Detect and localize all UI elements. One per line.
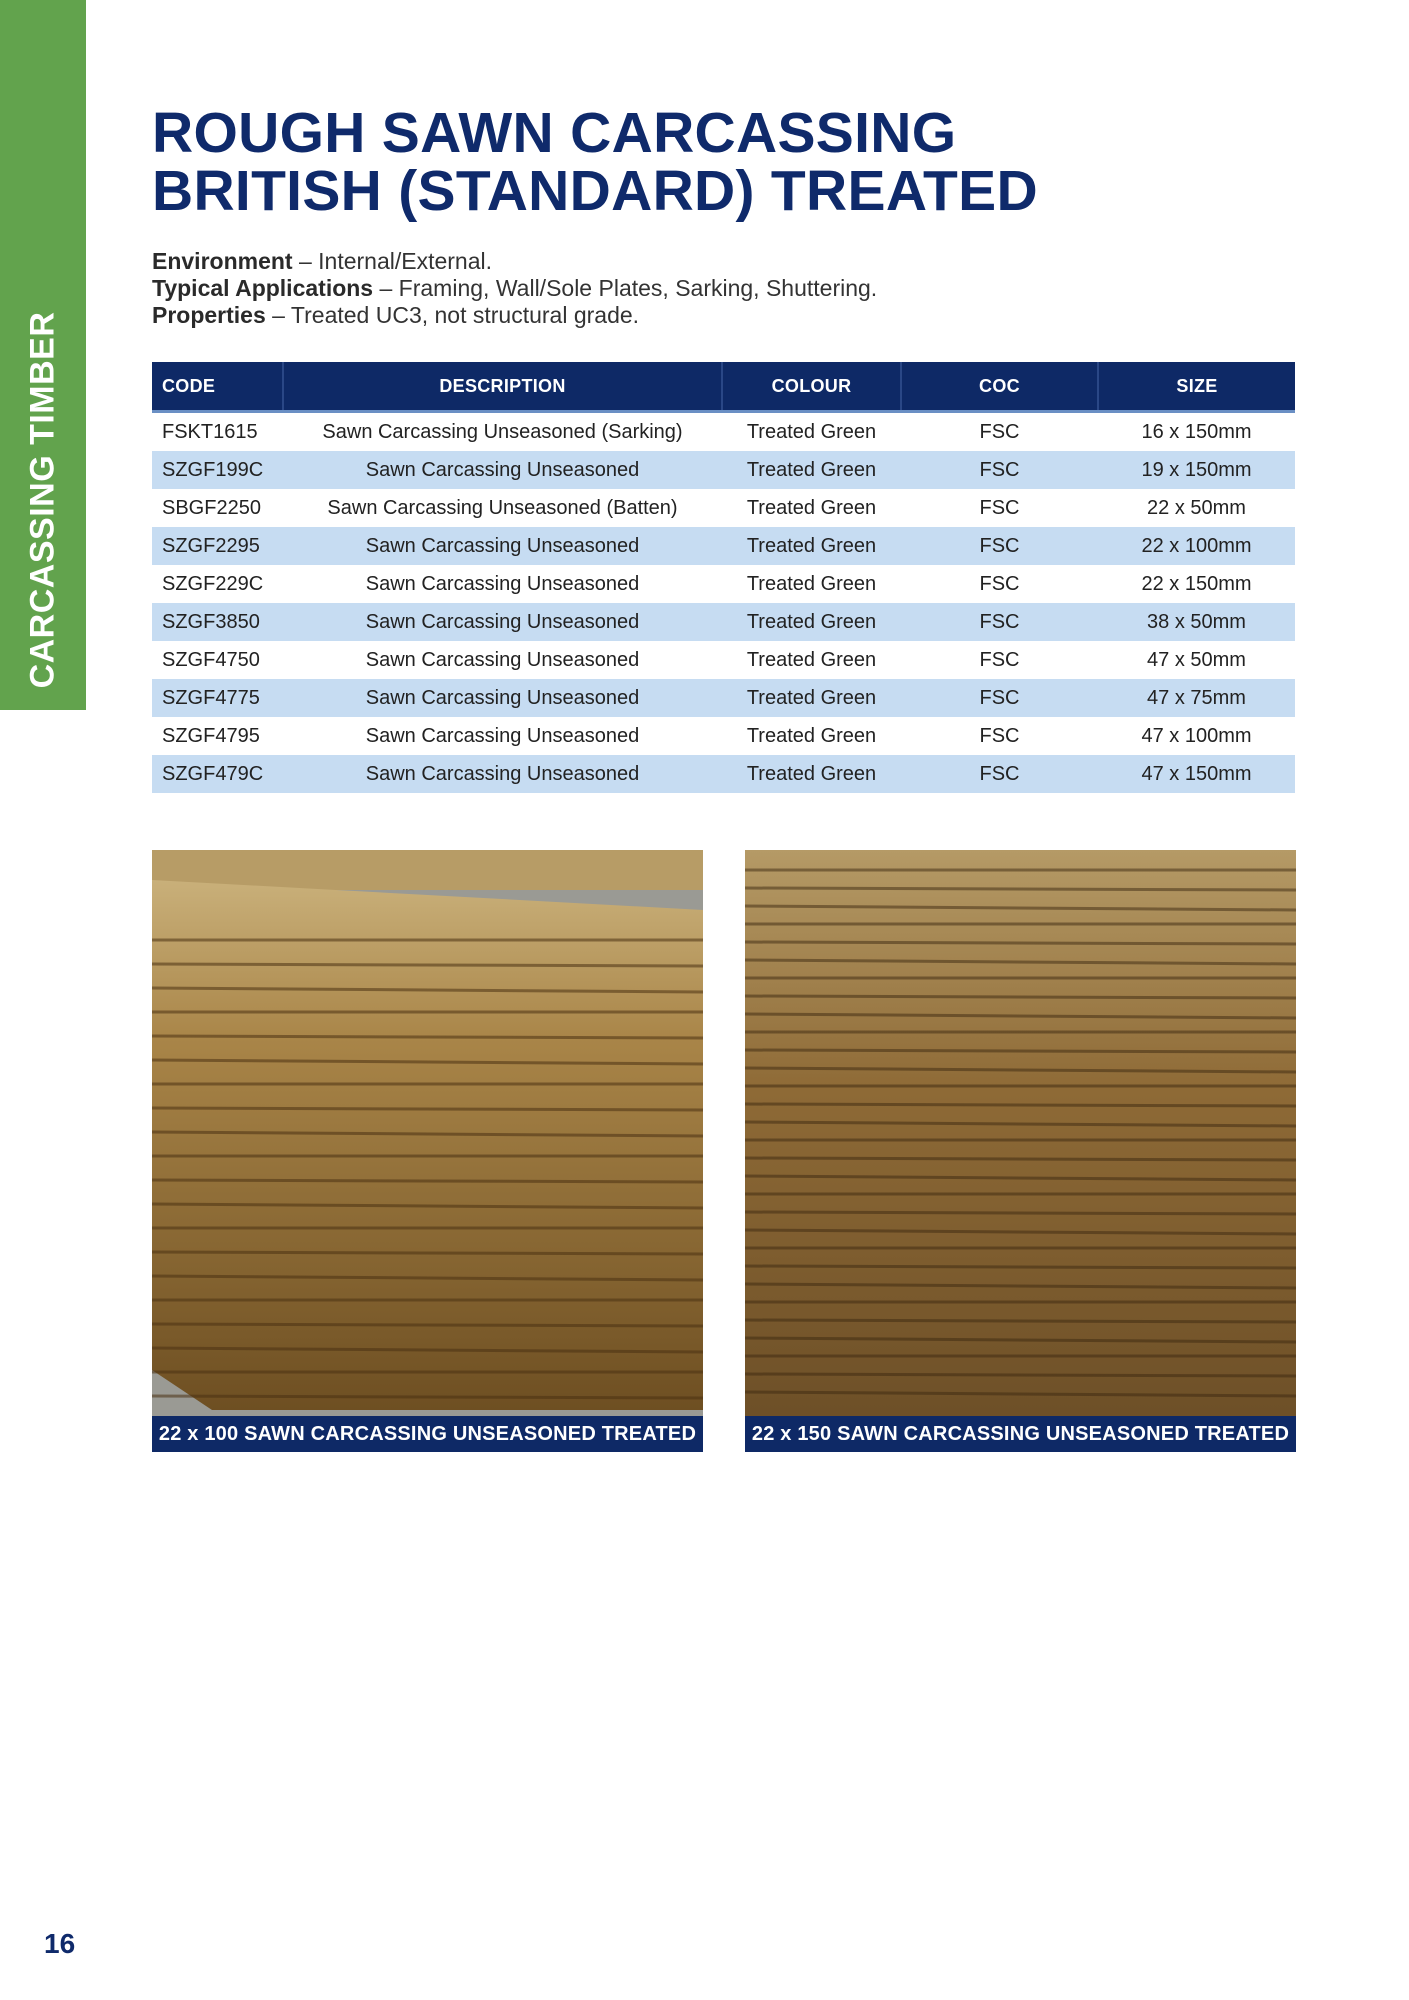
photo-caption: 22 x 150 SAWN CARCASSING UNSEASONED TREATED bbox=[745, 1416, 1296, 1452]
product-table bbox=[152, 362, 1295, 793]
photo-22x100 bbox=[152, 850, 703, 1452]
cell-description: Sawn Carcassing Unseasoned bbox=[283, 679, 722, 717]
header-colour: COLOUR bbox=[722, 362, 901, 410]
table-row bbox=[152, 565, 1295, 603]
cell-size: 22 x 100mm bbox=[1098, 527, 1295, 565]
cell-colour: Treated Green bbox=[722, 679, 901, 717]
cell-colour: Treated Green bbox=[722, 451, 901, 489]
cell-description: Sawn Carcassing Unseasoned bbox=[283, 527, 722, 565]
cell-size: 47 x 150mm bbox=[1098, 755, 1295, 793]
cell-coc: FSC bbox=[901, 527, 1098, 565]
cell-size: 38 x 50mm bbox=[1098, 603, 1295, 641]
table-body bbox=[152, 410, 1295, 793]
cell-size: 47 x 100mm bbox=[1141, 724, 1252, 747]
photo-22x150 bbox=[745, 850, 1296, 1452]
section-label: CARCASSING TIMBER bbox=[23, 311, 62, 689]
table-row bbox=[152, 413, 1295, 451]
cell-description: Sawn Carcassing Unseasoned bbox=[283, 755, 722, 793]
cell-coc: FSC bbox=[901, 679, 1098, 717]
cell-colour: Treated Green bbox=[722, 755, 901, 793]
cell-description: Sawn Carcassing Unseasoned bbox=[365, 724, 640, 747]
table-row bbox=[152, 603, 1295, 641]
cell-code: SZGF229C bbox=[162, 572, 264, 595]
cell-description: Sawn Carcassing Unseasoned bbox=[283, 603, 722, 641]
cell-code: SZGF199C bbox=[152, 451, 283, 489]
table-row bbox=[152, 527, 1295, 565]
cell-code: SZGF4775 bbox=[152, 679, 283, 717]
cell-coc: FSC bbox=[979, 496, 1020, 519]
cell-colour: Treated Green bbox=[722, 603, 901, 641]
product-properties bbox=[152, 248, 877, 329]
property-applications: Typical Applications – Framing, Wall/Sole Plates, Sarking, Shuttering. bbox=[152, 275, 878, 301]
cell-code: FSKT1615 bbox=[162, 420, 258, 443]
table-row bbox=[152, 489, 1295, 527]
cell-colour: Treated Green bbox=[746, 724, 877, 747]
cell-size: 19 x 150mm bbox=[1098, 451, 1295, 489]
table-row bbox=[152, 717, 1295, 755]
cell-colour: Treated Green bbox=[746, 420, 877, 443]
title-line-1: ROUGH SAWN CARCASSING bbox=[152, 101, 957, 165]
cell-size: 22 x 150mm bbox=[1141, 572, 1252, 595]
header-code: CODE bbox=[152, 362, 283, 410]
timber-stack-image bbox=[152, 850, 703, 1452]
section-side-tab bbox=[0, 0, 86, 710]
cell-coc: FSC bbox=[979, 420, 1020, 443]
timber-stack-image bbox=[745, 850, 1296, 1452]
cell-code: SZGF4750 bbox=[162, 648, 260, 671]
table-header-row bbox=[152, 362, 1295, 410]
cell-size: 22 x 50mm bbox=[1147, 496, 1246, 519]
table-row bbox=[152, 451, 1295, 489]
page-number: 16 bbox=[44, 1928, 76, 1959]
cell-description: Sawn Carcassing Unseasoned (Sarking) bbox=[322, 420, 683, 443]
cell-coc: FSC bbox=[979, 648, 1020, 671]
cell-coc: FSC bbox=[901, 755, 1098, 793]
cell-code: SZGF3850 bbox=[152, 603, 283, 641]
cell-coc: FSC bbox=[979, 724, 1020, 747]
header-size: SIZE bbox=[1098, 362, 1295, 410]
cell-colour: Treated Green bbox=[722, 527, 901, 565]
cell-description: Sawn Carcassing Unseasoned bbox=[283, 451, 722, 489]
cell-description: Sawn Carcassing Unseasoned bbox=[365, 648, 640, 671]
photo-caption: 22 x 100 SAWN CARCASSING UNSEASONED TREATED bbox=[152, 1416, 703, 1452]
cell-coc: FSC bbox=[901, 603, 1098, 641]
table-row bbox=[152, 641, 1295, 679]
cell-coc: FSC bbox=[901, 451, 1098, 489]
property-properties: Properties – Treated UC3, not structural grade. bbox=[152, 302, 640, 328]
cell-description: Sawn Carcassing Unseasoned bbox=[365, 572, 640, 595]
cell-coc: FSC bbox=[979, 572, 1020, 595]
page-title bbox=[152, 101, 1038, 223]
cell-code: SZGF4795 bbox=[162, 724, 260, 747]
table-row bbox=[152, 679, 1295, 717]
cell-colour: Treated Green bbox=[746, 648, 877, 671]
cell-code: SZGF479C bbox=[152, 755, 283, 793]
cell-colour: Treated Green bbox=[746, 496, 877, 519]
property-environment: Environment – Internal/External. bbox=[152, 248, 493, 274]
title-line-2: BRITISH (STANDARD) TREATED bbox=[152, 159, 1038, 223]
header-coc: COC bbox=[901, 362, 1098, 410]
header-description: DESCRIPTION bbox=[283, 362, 722, 410]
cell-size: 47 x 75mm bbox=[1098, 679, 1295, 717]
cell-size: 16 x 150mm bbox=[1141, 420, 1252, 443]
cell-size: 47 x 50mm bbox=[1147, 648, 1246, 671]
cell-code: SZGF2295 bbox=[152, 527, 283, 565]
table-row bbox=[152, 755, 1295, 793]
cell-description: Sawn Carcassing Unseasoned (Batten) bbox=[327, 496, 678, 519]
cell-code: SBGF2250 bbox=[162, 496, 261, 519]
cell-colour: Treated Green bbox=[746, 572, 877, 595]
